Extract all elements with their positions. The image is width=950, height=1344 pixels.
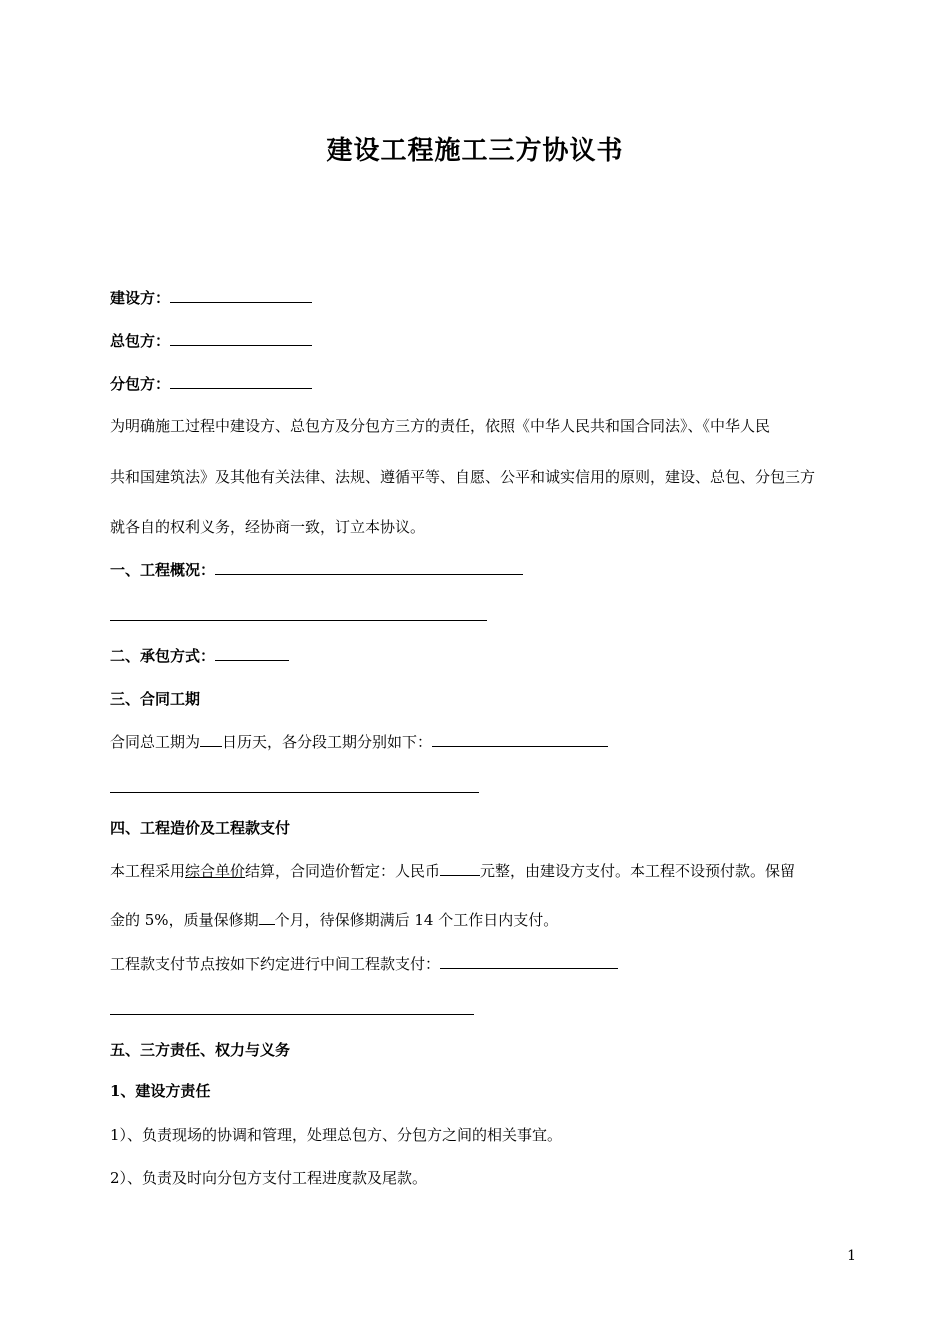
- pricing-text-c: 元整，由建设方支付。本工程不设预付款。保留: [480, 862, 796, 880]
- pricing-text-b: 结算，合同造价暂定：人民币: [245, 862, 441, 880]
- section-1-continuation-rule[interactable]: [110, 620, 487, 621]
- section-4-para-3: [110, 954, 618, 974]
- general-contractor-line: [110, 331, 312, 351]
- pricing-method-underlined: 综合单价: [185, 862, 246, 880]
- section-4-heading: 四、工程造价及工程款支付: [110, 819, 291, 837]
- owner-party-line: [110, 288, 312, 308]
- intro-line-2: 共和国建筑法》及其他有关法律、法规、遵循平等、自愿、公平和诚实信用的原则，建设、总包、分包三方: [110, 468, 816, 486]
- section-5-heading: 五、三方责任、权力与义务: [110, 1041, 291, 1059]
- section-3-continuation-rule[interactable]: [110, 792, 479, 793]
- subcontractor-blank[interactable]: [170, 374, 312, 389]
- intro-line-1: 为明确施工过程中建设方、总包方及分包方三方的责任，依照《中华人民共和国合同法》、《中华人民: [110, 417, 771, 435]
- subcontractor-label: 分包方：: [110, 375, 171, 393]
- retention-text-a: 金的 5%，质量保修期: [110, 911, 259, 929]
- intro-line-3: 就各自的权利义务，经协商一致，订立本协议。: [110, 518, 426, 536]
- duration-days-blank[interactable]: [200, 732, 222, 747]
- section-1-blank[interactable]: [215, 560, 523, 575]
- section-5-subheading-1: 1、建设方责任: [110, 1082, 211, 1100]
- retention-text-b: 个月，待保修期满后 14 个工作日内支付。: [274, 911, 559, 929]
- section-5-item-1: 1）、负责现场的协调和管理，处理总包方、分包方之间的相关事宜。: [110, 1126, 563, 1144]
- payment-nodes-blank[interactable]: [440, 954, 618, 969]
- page-number: 1: [847, 1248, 856, 1264]
- duration-text-b: 日历天，各分段工期分别如下：: [222, 733, 433, 751]
- pricing-text-a: 本工程采用: [110, 862, 186, 880]
- duration-text-a: 合同总工期为: [110, 733, 201, 751]
- payment-nodes-text: 工程款支付节点按如下约定进行中间工程款支付：: [110, 955, 441, 973]
- owner-party-blank[interactable]: [170, 288, 312, 303]
- general-contractor-blank[interactable]: [170, 331, 312, 346]
- warranty-months-blank[interactable]: [259, 910, 275, 925]
- duration-stages-blank[interactable]: [432, 732, 608, 747]
- section-2-heading: 二、承包方式：: [110, 647, 216, 665]
- section-2-line: [110, 646, 289, 666]
- document-title: 建设工程施工三方协议书: [326, 136, 624, 166]
- general-contractor-label: 总包方：: [110, 332, 171, 350]
- section-4-continuation-rule[interactable]: [110, 1014, 474, 1015]
- section-3-heading: 三、合同工期: [110, 690, 201, 708]
- owner-party-label: 建设方：: [110, 289, 171, 307]
- contract-price-blank[interactable]: [440, 861, 480, 876]
- subcontractor-line: [110, 374, 312, 394]
- section-2-blank[interactable]: [215, 646, 289, 661]
- section-5-item-2: 2）、负责及时向分包方支付工程进度款及尾款。: [110, 1169, 428, 1187]
- section-4-para-1: [110, 861, 850, 881]
- section-4-para-2: [110, 910, 850, 930]
- section-3-duration-line: [110, 732, 608, 752]
- section-1-heading: 一、工程概况：: [110, 561, 216, 579]
- section-1-line: [110, 560, 523, 580]
